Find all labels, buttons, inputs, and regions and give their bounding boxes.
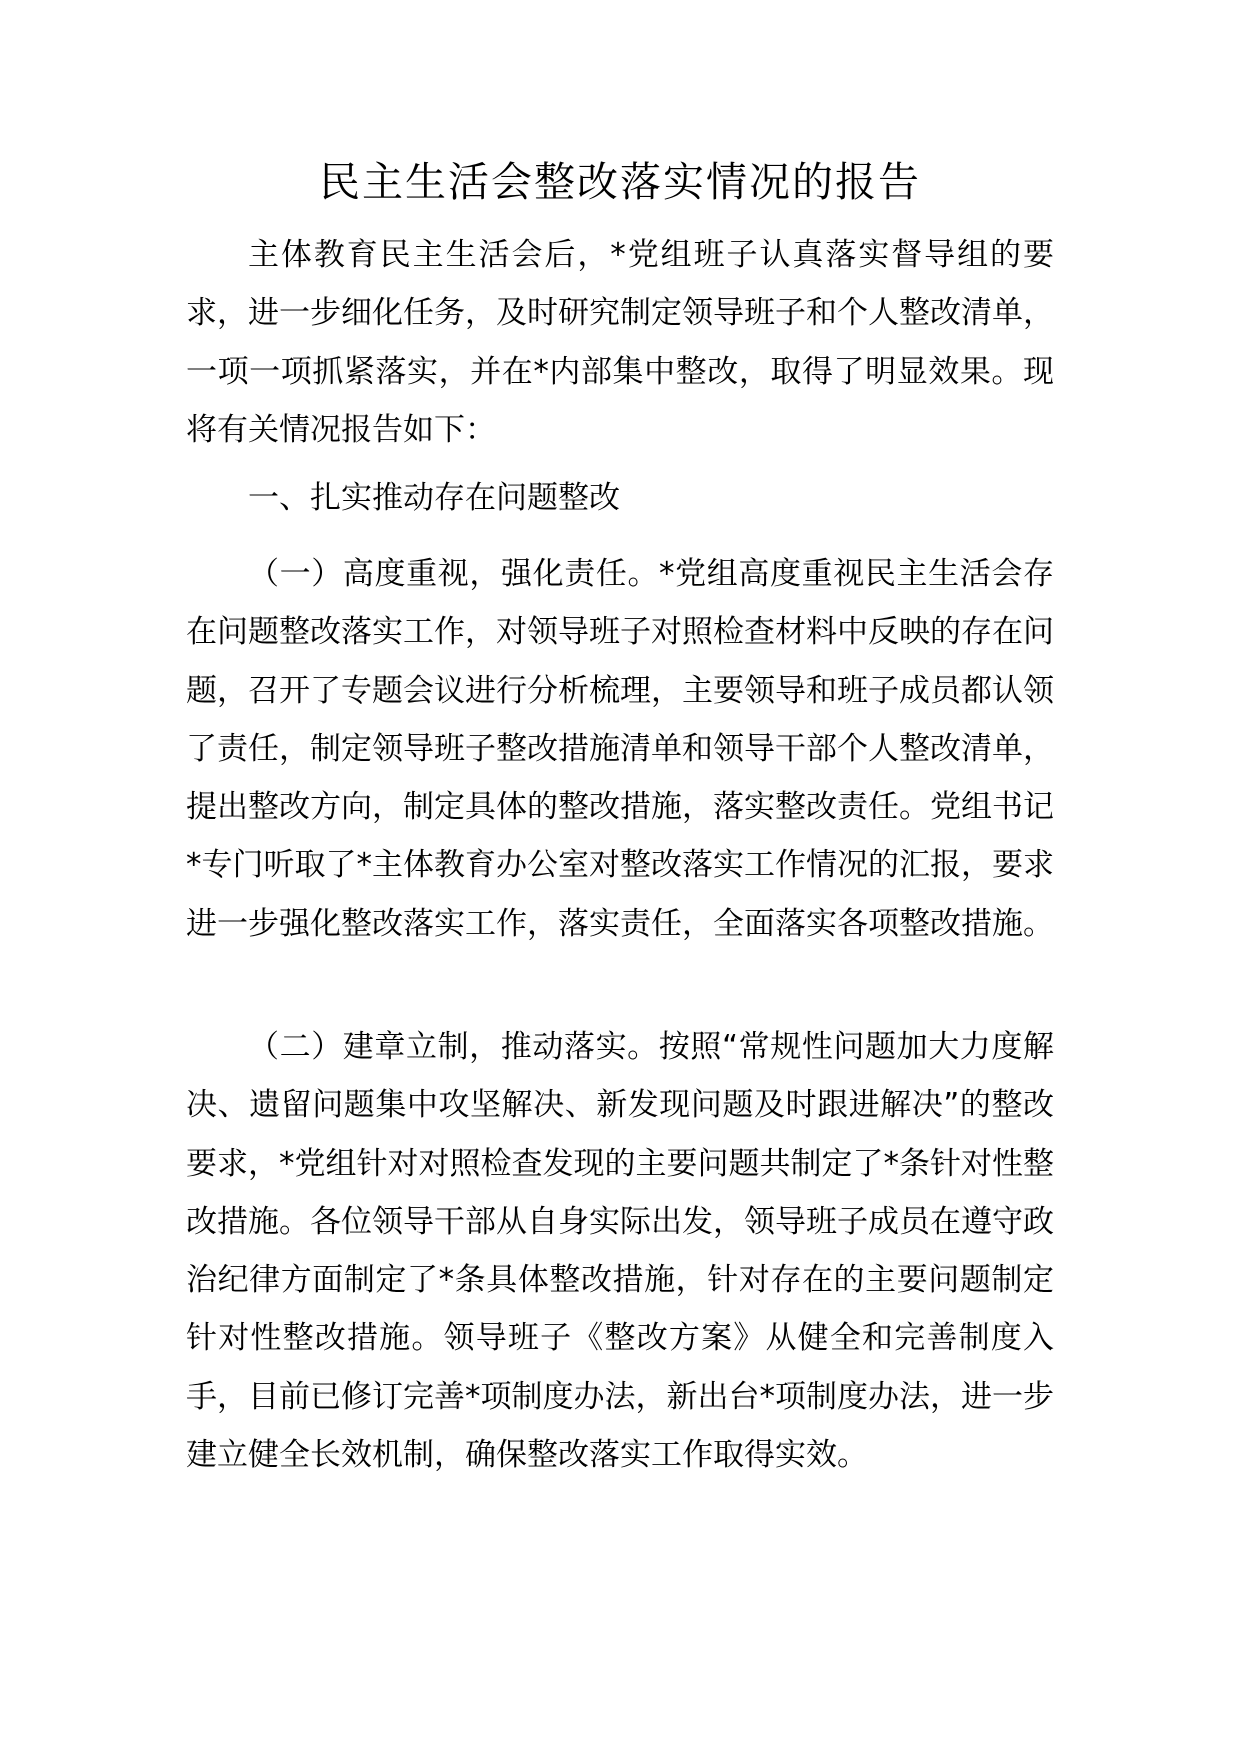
document-title: 民主生活会整改落实情况的报告 [319, 158, 921, 206]
body-paragraph: （一）高度重视，强化责任。*党组高度重视民主生活会存在问题整改落实工作，对领导班子对照检查材料中反映的存在问题，召开了专题会议进行分析梳理，主要领导和班子成员都认领了责任，制定领导班子整改措施清单和领导干部个人整改清单，提出整改方向，制定具体的整改措施，落实整改责任。党组书记*专门听取了*主体教育办公室对整改落实工作情况的汇报，要求进一步强化整改落实工作，落实责任，全面落实各项整改措施。 [186, 556, 1054, 942]
intro-paragraph: 主体教育民主生活会后，*党组班子认真落实督导组的要求，进一步细化任务，及时研究制定领导班子和个人整改清单，一项一项抓紧落实，并在*内部集中整改，取得了明显效果。现将有关情况报告如下： [186, 237, 1054, 448]
section-heading: 一、扎实推动存在问题整改 [248, 480, 620, 516]
body-paragraph: （二）建章立制，推动落实。按照“常规性问题加大力度解决、遗留问题集中攻坚解决、新发现问题及时跟进解决”的整改要求，*党组针对对照检查发现的主要问题共制定了*条针对性整改措施。各位领导干部从自身实际出发，领导班子成员在遵守政治纪律方面制定了*条具体整改措施，针对存在的主要问题制定针对性整改措施。领导班子《整改方案》从健全和完善制度入手，目前已修订完善*项制度办法，新出台*项制度办法，进一步建立健全长效机制，确保整改落实工作取得实效。 [186, 1029, 1054, 1474]
